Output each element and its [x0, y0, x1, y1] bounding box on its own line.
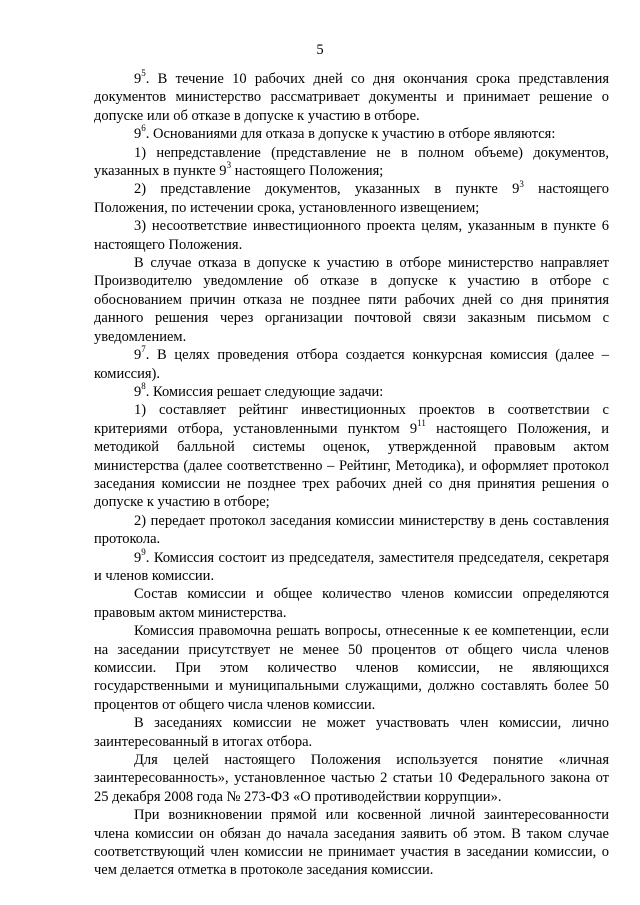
paragraph-9-9: $9^9$. Комиссия состоит из председателя, заместителя председателя, секретаря и членов комиссии. — [94, 546, 609, 584]
paragraph-refusal-notice: В случае отказа в допуске к участию в отборе министерство направляет Производителю уведомление об отказе в допуске к участию в отборе с обоснованием причин отказа не позднее пяти рабочих дней со дня принятия данного решения через организации почтовой связи заказным письмом с уведомлением. — [94, 255, 609, 345]
paragraph-conflict-declaration: При возникновении прямой или косвенной личной заинтересованности члена комиссии он обязан до начала заседания заявить об этом. В таком случае соответствующий член комиссии не принимает участия в заседании комиссии, о чем делается отметка в протоколе заседания комиссии. — [94, 807, 609, 879]
paragraph-9-8: $9^8$. Комиссия решает следующие задачи: — [134, 381, 384, 400]
page-number: 5 — [316, 42, 324, 58]
paragraph-commission-composition: Состав комиссии и общее количество членов комиссии определяются правовым актом министерства. — [94, 586, 609, 621]
task-item-1: 1) составляет рейтинг инвестиционных проектов в соответствии с критериями отбора, установленными пунктом $9^{11}$ настоящего Положения, и методикой балльной системы оценок, утвержденной правовым актом министерства (далее соответственно – Рейтинг, Методика), и оформляет протокол заседания комиссии не позднее трех рабочих дней со дня принятия решения о допуске к участию в отборе; — [94, 402, 609, 511]
paragraph-interested-member: В заседаниях комиссии не может участвовать член комиссии, лично заинтересованный в итогах отбора. — [94, 715, 609, 750]
list-item-1: 1) непредставление (представление не в полном объеме) документов, указанных в пункте $9^3$ настоящего Положения; — [94, 144, 609, 180]
task-item-2: 2) передает протокол заседания комиссии министерству в день составления протокола. — [94, 512, 609, 548]
list-item-3: 3) несоответствие инвестиционного проекта целям, указанным в пункте 6 настоящего Положения. — [94, 218, 609, 253]
document-body — [94, 70, 609, 880]
paragraph-personal-interest-definition: Для целей настоящего Положения используется понятие «личная заинтересованность», установленное частью 2 статьи 10 Федерального закона от 25 декабря 2008 года № 273-ФЗ «О противодействии коррупции». — [94, 752, 609, 805]
list-item-2: 2) представление документов, указанных в пункте $9^3$ настоящего Положения, по истечении срока, установленного извещением; — [94, 178, 609, 216]
paragraph-9-7: $9^7$. В целях проведения отбора создается конкурсная комиссия (далее – комиссия). — [94, 344, 609, 382]
paragraph-9-6: $9^6$. Основаниями для отказа в допуске к участию в отборе являются: — [134, 123, 556, 143]
paragraph-9-5: $9^5$. В течение 10 рабочих дней со дня окончания срока представления документов министерство рассматривает документы и принимает решение о допуске или об отказе в допуске к участию в отборе. — [94, 68, 609, 124]
paragraph-quorum: Комиссия правомочна решать вопросы, отнесенные к ее компетенции, если на заседании присутствует не менее 50 процентов от общего числа членов комиссии. При этом количество членов комиссии, не являющихся государственными и муниципальными служащими, должно составлять более 50 процентов от общего числа членов комиссии. — [94, 623, 609, 713]
